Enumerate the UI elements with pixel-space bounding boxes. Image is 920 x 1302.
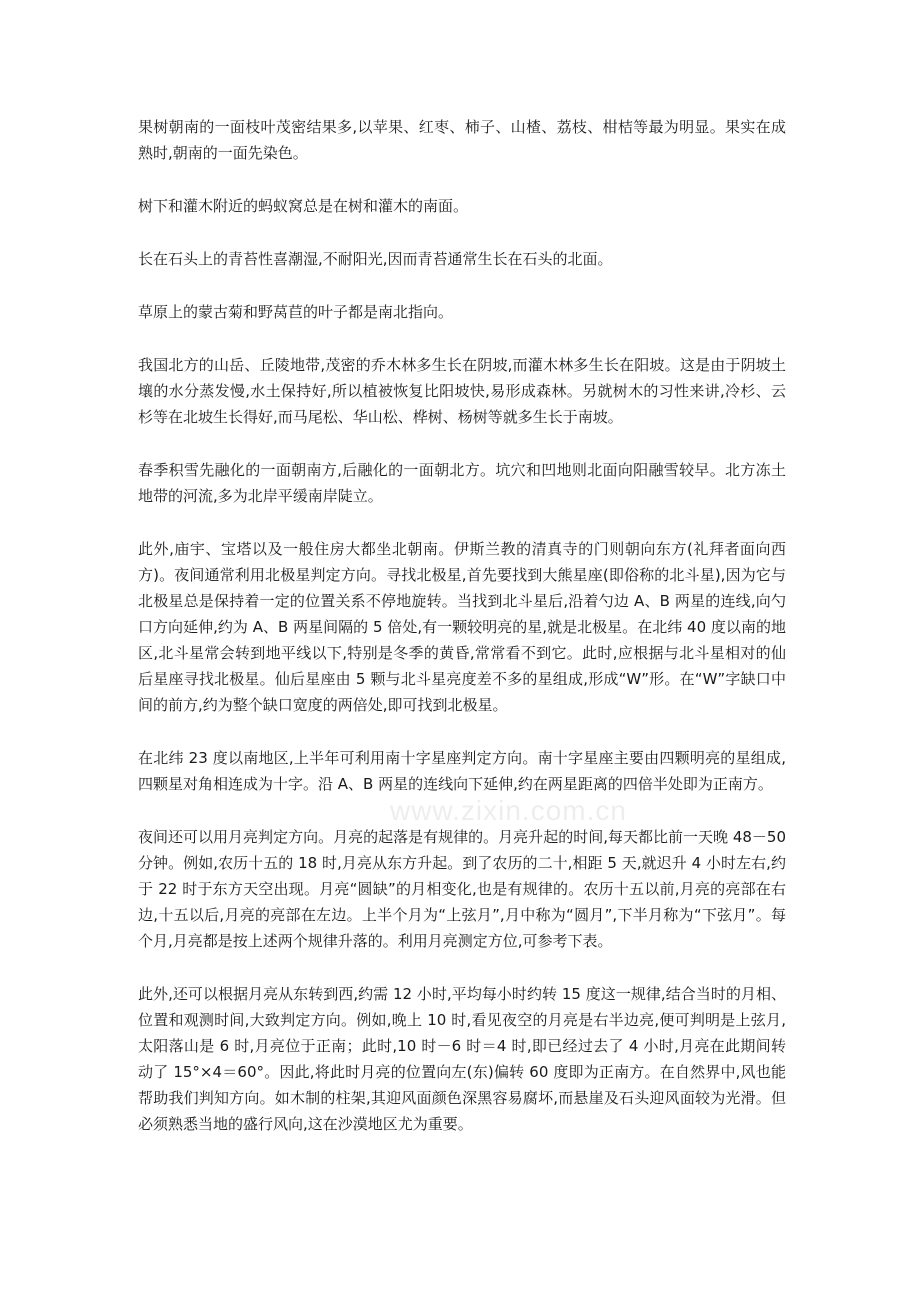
paragraph-moss: 长在石头上的青苔性喜潮湿,不耐阳光,因而青苔通常生长在石头的北面。	[138, 250, 613, 268]
paragraph-forest-slopes: 我国北方的山岳、丘陵地带,茂密的乔木林多生长在阴坡,而灌木林多生长在阳坡。这是由于阴坡土壤的水分蒸发慢,水土保持好,所以植被恢复比阳坡快,易形成森林。另就树木的习性来讲,冷杉、云杉等在北坡生长得好,而马尾松、华山松、桦树、杨树等就多生长于南坡。	[138, 356, 786, 426]
paragraph-polaris: 此外,庙宇、宝塔以及一般住房大都坐北朝南。伊斯兰教的清真寺的门则朝向东方(礼拜者面向西方)。夜间通常利用北极星判定方向。寻找北极星,首先要找到大熊星座(即俗称的北斗星),因为它与北极星总是保持着一定的位置关系不停地旋转。当找到北斗星后,沿着勺边 A、B 两星的连线,向勺口方向延伸,约为 A、B 两星间隔的 5 倍处,有一颗较明亮的星,就是北极星。在北纬 40 度以南的地区,北斗星常会转到地平线以下,特别是冬季的黄昏,常常看不到它。此时,应根据与北斗星相对的仙后星座寻找北极星。仙后星座由 5 颗与北斗星亮度差不多的星组成,形成“W”形。在“W”字缺口中间的前方,约为整个缺口宽度的两倍处,即可找到北极星。	[138, 540, 786, 714]
paragraph-moon-rotation-and-wind: 此外,还可以根据月亮从东转到西,约需 12 小时,平均每小时约转 15 度这一规律,结合当时的月相、位置和观测时间,大致判定方向。例如,晚上 10 时,看见夜空的月亮是右半边亮,便可判明是上弦月,太阳落山是 6 时,月亮位于正南；此时,10 时－6 时＝4 时,即已经过去了 4 小时,月亮在此期间转动了 15°×4＝60°。因此,将此时月亮的位置向左(东)偏转 60 度即为正南方。在自然界中,风也能帮助我们判知方向。如木制的柱架,其迎风面颜色深黑容易腐坏,而悬崖及石头迎风面较为光滑。但必须熟悉当地的盛行风向,这在沙漠地区尤为重要。	[138, 985, 786, 1133]
paragraph-fruit-trees: 果树朝南的一面枝叶茂密结果多,以苹果、红枣、柿子、山楂、荔枝、柑桔等最为明显。果实在成熟时,朝南的一面先染色。	[138, 118, 786, 162]
paragraph-snow-melt: 春季积雪先融化的一面朝南方,后融化的一面朝北方。坑穴和凹地则北面向阳融雪较早。北方冻土地带的河流,多为北岸平缓南岸陡立。	[138, 461, 786, 505]
paragraph-ant-nests: 树下和灌木附近的蚂蚁窝总是在树和灌木的南面。	[138, 197, 469, 215]
paragraph-southern-cross: 在北纬 23 度以南地区,上半年可利用南十字星座判定方向。南十字星座主要由四颗明亮的星组成,四颗星对角相连成为十字。沿 A、B 两星的连线向下延伸,约在两星距离的四倍半处即为正南方。	[138, 749, 786, 793]
paragraph-moon-direction: 夜间还可以用月亮判定方向。月亮的起落是有规律的。月亮升起的时间,每天都比前一天晚 48－50 分钟。例如,农历十五的 18 时,月亮从东方升起。到了农历的二十,相距 5 天,就迟升 4 小时左右,约于 22 时于东方天空出现。月亮“圆缺”的月相变化,也是有规律的。农历十五以前,月亮的亮部在右边,十五以后,月亮的亮部在左边。上半个月为“上弦月”,月中称为“圆月”,下半月称为“下弦月”。每个月,月亮都是按上述两个规律升落的。利用月亮测定方位,可参考下表。	[138, 828, 786, 950]
document-body	[138, 114, 786, 1164]
watermark: www.zixin.com.cn	[390, 795, 627, 826]
paragraph-grassland-plants: 草原上的蒙古菊和野莴苣的叶子都是南北指向。	[138, 303, 454, 321]
